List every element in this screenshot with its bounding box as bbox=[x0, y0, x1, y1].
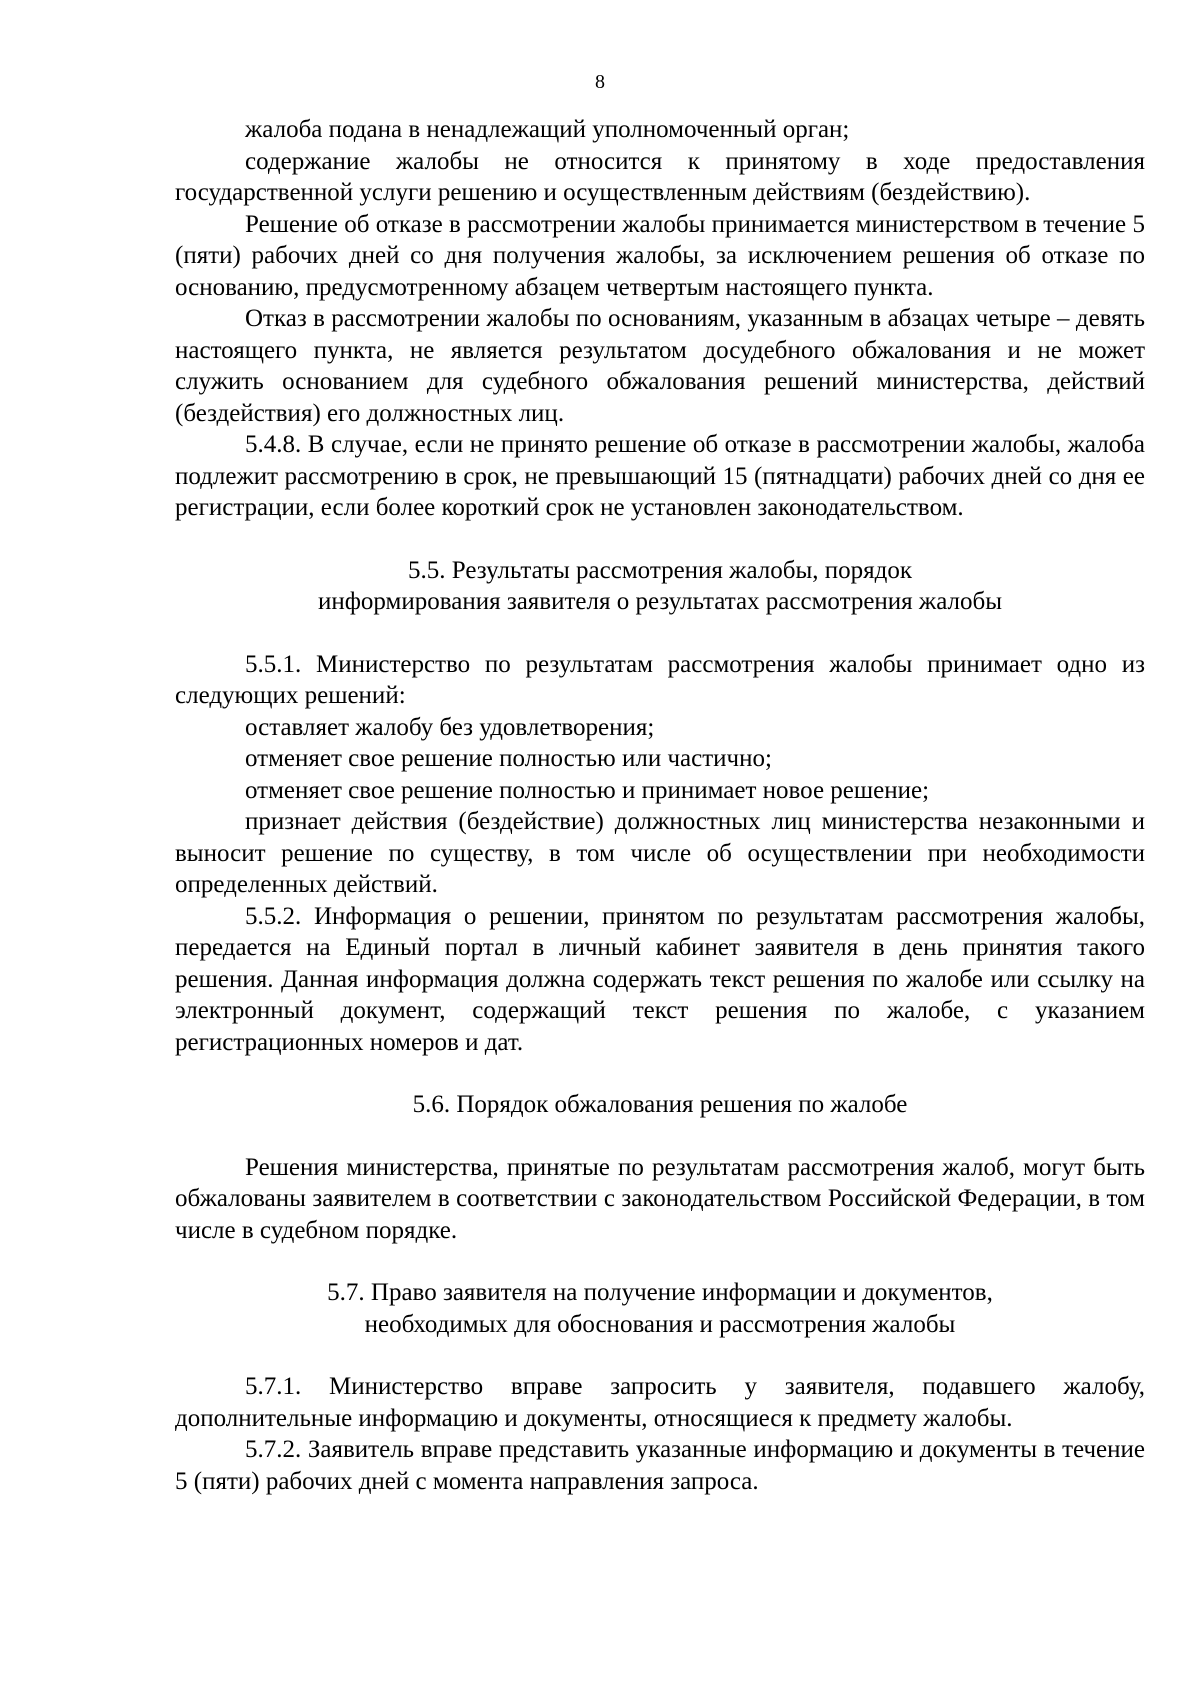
heading-line: 5.5. Результаты рассмотрения жалобы, порядок bbox=[408, 556, 912, 584]
paragraph: Решения министерства, принятые по результатам рассмотрения жалоб, могут быть обжалованы заявителем в соответствии с законодательством Российской Федерации, в том числе в судебном порядке. bbox=[175, 1153, 1145, 1244]
paragraph: 5.7.2. Заявитель вправе представить указанные информацию и документы в течение 5 (пяти) рабочих дней с момента направления запроса. bbox=[175, 1436, 1145, 1495]
paragraph: Отказ в рассмотрении жалобы по основаниям, указанным в абзацах четыре – девять настоящего пункта, не является результатом досудебного обжалования и не может служить основанием для судебного обжалования решений министерства, действий (бездействия) его должностных лиц. bbox=[175, 305, 1145, 427]
heading-line: 5.7. Право заявителя на получение информации и документов, bbox=[327, 1279, 993, 1306]
heading-line: 5.6. Порядок обжалования решения по жалобе bbox=[412, 1091, 908, 1118]
section-heading-5-6 bbox=[175, 1089, 1145, 1121]
paragraph: 5.5.1. Министерство по результатам рассмотрения жалобы принимает одно из следующих решений: bbox=[175, 650, 1145, 709]
heading-line: информирования заявителя о результатах рассмотрения жалобы bbox=[317, 588, 1003, 615]
section-heading-5-7 bbox=[175, 1277, 1145, 1340]
list-item: признает действия (бездействие) должностных лиц министерства незаконными и выносит решение по существу, в том числе об осуществлении при необходимости определенных действий. bbox=[175, 808, 1145, 898]
heading-line: необходимых для обоснования и рассмотрения жалобы bbox=[364, 1310, 956, 1338]
paragraph: 5.4.8. В случае, если не принято решение об отказе в рассмотрении жалобы, жалоба подлежит рассмотрению в срок, не превышающий 15 (пятнадцати) рабочих дней со дня ее регистрации, если более короткий срок не установлен законодательством. bbox=[175, 431, 1145, 521]
list-item: отменяет свое решение полностью или частично; bbox=[245, 745, 772, 772]
paragraph: содержание жалобы не относится к принятому в ходе предоставления государственной услуги решению и осуществленным действиям (бездействию). bbox=[175, 147, 1145, 206]
paragraph: Решение об отказе в рассмотрении жалобы принимается министерством в течение 5 (пяти) рабочих дней со дня получения жалобы, за исключением решения об отказе по основанию, предусмотренному абзацем четвертым настоящего пункта. bbox=[175, 210, 1145, 301]
paragraph: 5.5.2. Информация о решении, принятом по результатам рассмотрения жалобы, передается на Единый портал в личный кабинет заявителя в день принятия такого решения. Данная информация должна содержать текст решения по жалобе или ссылку на электронный документ, содержащий текст решения по жалобе, с указанием регистрационных номеров и дат. bbox=[175, 902, 1145, 1056]
list-item: отменяет свое решение полностью и принимает новое решение; bbox=[245, 776, 930, 804]
list-item: оставляет жалобу без удовлетворения; bbox=[245, 713, 655, 741]
page-number: 8 bbox=[595, 71, 605, 93]
document-body bbox=[175, 114, 1145, 1497]
section-heading-5-5 bbox=[175, 555, 1145, 618]
paragraph: жалоба подана в ненадлежащий уполномоченный орган; bbox=[245, 116, 850, 143]
paragraph: 5.7.1. Министерство вправе запросить у заявителя, подавшего жалобу, дополнительные информацию и документы, относящиеся к предмету жалобы. bbox=[175, 1373, 1145, 1432]
